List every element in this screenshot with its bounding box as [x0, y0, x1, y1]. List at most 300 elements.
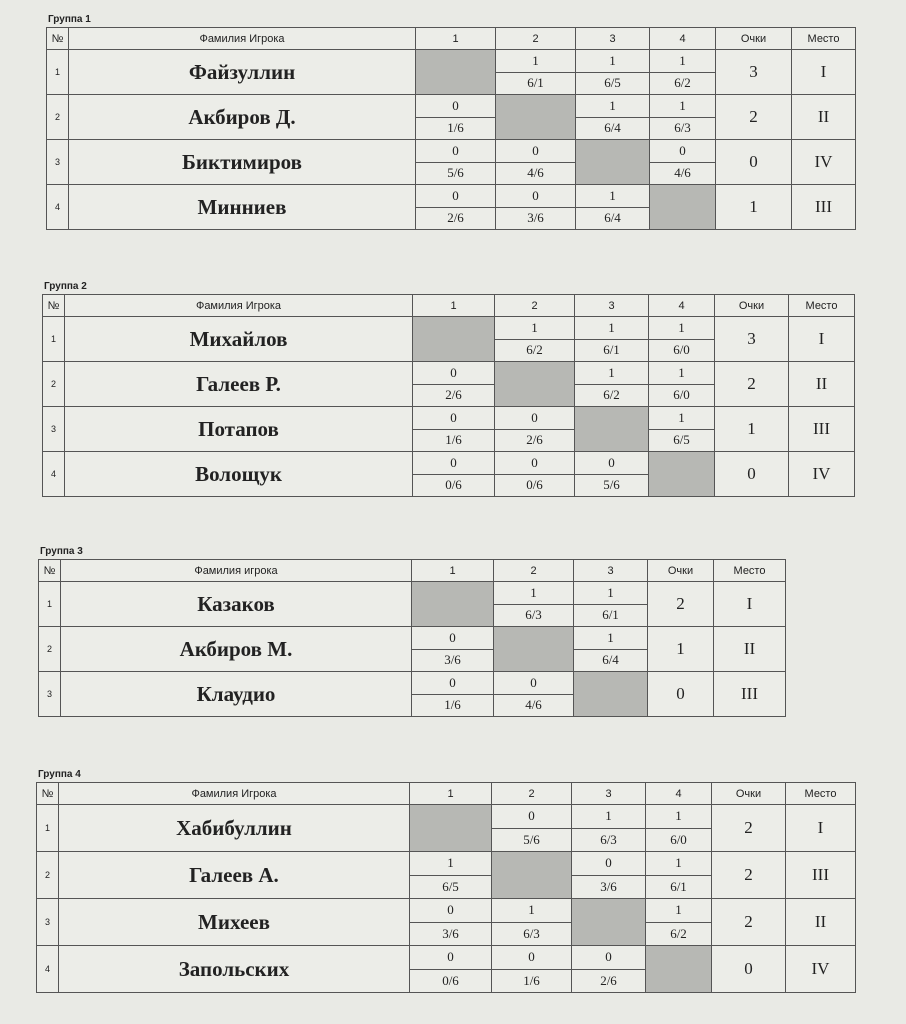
match-result [495, 407, 574, 451]
match-win-flag: 1 [646, 805, 711, 829]
match-result [416, 185, 495, 229]
player-points: 1 [715, 407, 789, 452]
match-result-cell [413, 362, 495, 407]
match-win-flag: 0 [412, 672, 493, 695]
match-result-cell [572, 946, 646, 993]
match-win-flag: 0 [416, 140, 495, 163]
match-result [575, 362, 648, 406]
match-result [649, 407, 714, 451]
match-score: 6/3 [525, 607, 542, 623]
match-result [492, 899, 571, 945]
table-row [37, 946, 856, 993]
group-title: Группа 2 [44, 281, 87, 292]
match-score: 6/1 [602, 607, 619, 623]
match-result [646, 805, 711, 851]
table-row [43, 452, 855, 497]
match-result [575, 452, 648, 496]
match-result-cell [495, 452, 575, 497]
self-match-cell [646, 946, 712, 993]
header-row [43, 295, 855, 317]
match-score: 1/6 [444, 697, 461, 713]
match-result [413, 362, 494, 406]
header-opponent-4: 4 [649, 295, 715, 317]
match-result-cell [416, 95, 496, 140]
header-opponent-3: 3 [574, 560, 648, 582]
match-result [494, 582, 573, 626]
player-points: 2 [716, 95, 792, 140]
header-opponent-1: 1 [410, 783, 492, 805]
match-score: 6/5 [673, 432, 690, 448]
match-result-cell [494, 582, 574, 627]
match-score: 6/2 [526, 342, 543, 358]
player-points: 1 [648, 627, 714, 672]
self-match-cell [572, 899, 646, 946]
match-score: 3/6 [444, 652, 461, 668]
header-num: № [37, 783, 59, 805]
match-win-flag: 0 [413, 407, 494, 430]
self-match-cell [576, 140, 650, 185]
match-result-cell [650, 95, 716, 140]
player-name: Галеев А. [59, 852, 410, 899]
score-table [42, 294, 855, 497]
group-1 [46, 14, 856, 230]
match-result-cell [576, 185, 650, 230]
match-result [572, 805, 645, 851]
match-win-flag: 0 [492, 946, 571, 970]
match-result [575, 317, 648, 361]
match-result-cell [416, 185, 496, 230]
match-result-cell [492, 805, 572, 852]
match-score: 3/6 [527, 210, 544, 226]
self-match-cell [650, 185, 716, 230]
match-result [413, 407, 494, 451]
match-win-flag: 0 [413, 452, 494, 475]
self-match-cell [496, 95, 576, 140]
match-win-flag: 1 [495, 317, 574, 340]
self-match-cell [575, 407, 649, 452]
match-result [574, 627, 647, 671]
header-num: № [43, 295, 65, 317]
match-result-cell [574, 582, 648, 627]
match-result [576, 185, 649, 229]
match-score: 6/4 [604, 210, 621, 226]
match-win-flag: 1 [574, 582, 647, 605]
player-number: 3 [37, 899, 59, 946]
table-row [37, 805, 856, 852]
match-score: 6/1 [527, 75, 544, 91]
player-points: 0 [648, 672, 714, 717]
match-win-flag: 1 [649, 362, 714, 385]
match-win-flag: 0 [413, 362, 494, 385]
match-score: 6/2 [670, 925, 687, 941]
header-row [37, 783, 856, 805]
match-win-flag: 0 [416, 95, 495, 118]
self-match-cell [410, 805, 492, 852]
header-opponent-3: 3 [576, 28, 650, 50]
match-score: 5/6 [523, 831, 540, 847]
match-win-flag: 1 [649, 407, 714, 430]
match-result [646, 852, 711, 898]
header-row [39, 560, 786, 582]
header-player-name: Фамилия Игрока [69, 28, 416, 50]
header-opponent-4: 4 [650, 28, 716, 50]
table-row [47, 140, 856, 185]
match-win-flag: 1 [576, 185, 649, 208]
match-result [574, 582, 647, 626]
match-result-cell [492, 899, 572, 946]
match-win-flag: 1 [646, 852, 711, 876]
match-result-cell [410, 852, 492, 899]
match-win-flag: 0 [495, 452, 574, 475]
header-opponent-2: 2 [492, 783, 572, 805]
match-result-cell [413, 452, 495, 497]
player-number: 1 [37, 805, 59, 852]
match-result-cell [412, 627, 494, 672]
player-place: II [786, 899, 856, 946]
match-result-cell [410, 899, 492, 946]
match-score: 6/0 [673, 342, 690, 358]
player-name: Запольских [59, 946, 410, 993]
player-points: 1 [716, 185, 792, 230]
player-number: 1 [39, 582, 61, 627]
table-row [47, 50, 856, 95]
group-title: Группа 3 [40, 546, 83, 557]
header-opponent-2: 2 [494, 560, 574, 582]
table-row [43, 362, 855, 407]
match-result [492, 946, 571, 992]
header-opponent-4: 4 [646, 783, 712, 805]
header-points: Очки [712, 783, 786, 805]
self-match-cell [494, 627, 574, 672]
header-num: № [47, 28, 69, 50]
match-win-flag: 0 [572, 946, 645, 970]
match-result-cell [496, 140, 576, 185]
match-result [412, 627, 493, 671]
match-result-cell [492, 946, 572, 993]
self-match-cell [574, 672, 648, 717]
match-result-cell [576, 50, 650, 95]
match-score: 6/1 [603, 342, 620, 358]
player-name: Михайлов [65, 317, 413, 362]
match-score: 2/6 [600, 972, 617, 988]
group-title: Группа 1 [48, 14, 91, 25]
match-win-flag: 0 [575, 452, 648, 475]
player-place: I [789, 317, 855, 362]
match-score: 1/6 [523, 972, 540, 988]
player-place: I [786, 805, 856, 852]
match-result [495, 317, 574, 361]
player-points: 2 [712, 852, 786, 899]
match-result-cell [416, 140, 496, 185]
self-match-cell [495, 362, 575, 407]
player-place: IV [789, 452, 855, 497]
match-score: 6/3 [600, 831, 617, 847]
table-row [37, 899, 856, 946]
match-result [416, 140, 495, 184]
header-points: Очки [715, 295, 789, 317]
match-result-cell [495, 317, 575, 362]
match-result [496, 140, 575, 184]
player-number: 3 [43, 407, 65, 452]
match-score: 4/6 [525, 697, 542, 713]
match-score: 5/6 [603, 477, 620, 493]
player-name: Михеев [59, 899, 410, 946]
match-win-flag: 0 [495, 407, 574, 430]
player-name: Акбиров Д. [69, 95, 416, 140]
match-win-flag: 1 [650, 95, 715, 118]
header-points: Очки [716, 28, 792, 50]
match-result-cell [646, 852, 712, 899]
match-result-cell [650, 50, 716, 95]
match-result [495, 452, 574, 496]
match-score: 0/6 [442, 972, 459, 988]
header-opponent-3: 3 [572, 783, 646, 805]
match-win-flag: 0 [416, 185, 495, 208]
player-number: 4 [47, 185, 69, 230]
player-number: 2 [43, 362, 65, 407]
match-result [650, 140, 715, 184]
player-name: Казаков [61, 582, 412, 627]
player-points: 2 [712, 899, 786, 946]
header-opponent-2: 2 [495, 295, 575, 317]
header-place: Место [792, 28, 856, 50]
self-match-cell [416, 50, 496, 95]
match-result [576, 95, 649, 139]
match-win-flag: 1 [646, 899, 711, 923]
table-row [39, 627, 786, 672]
header-opponent-1: 1 [413, 295, 495, 317]
header-player-name: Фамилия Игрока [59, 783, 410, 805]
player-place: III [789, 407, 855, 452]
match-result-cell [574, 627, 648, 672]
match-score: 2/6 [447, 210, 464, 226]
group-4 [36, 769, 856, 993]
player-name: Галеев Р. [65, 362, 413, 407]
player-points: 0 [712, 946, 786, 993]
match-result [649, 362, 714, 406]
header-place: Место [786, 783, 856, 805]
player-points: 2 [712, 805, 786, 852]
player-place: I [792, 50, 856, 95]
header-row [47, 28, 856, 50]
match-win-flag: 0 [650, 140, 715, 163]
player-number: 1 [43, 317, 65, 362]
player-points: 0 [715, 452, 789, 497]
match-score: 2/6 [526, 432, 543, 448]
header-num: № [39, 560, 61, 582]
match-score: 6/3 [674, 120, 691, 136]
player-place: III [714, 672, 786, 717]
match-score: 6/0 [673, 387, 690, 403]
match-result [650, 50, 715, 94]
player-points: 3 [715, 317, 789, 362]
match-score: 6/4 [602, 652, 619, 668]
table-row [43, 407, 855, 452]
player-number: 2 [39, 627, 61, 672]
table-row [37, 852, 856, 899]
header-opponent-3: 3 [575, 295, 649, 317]
match-win-flag: 1 [496, 50, 575, 73]
header-opponent-1: 1 [412, 560, 494, 582]
self-match-cell [492, 852, 572, 899]
match-result [410, 852, 491, 898]
match-win-flag: 1 [649, 317, 714, 340]
player-name: Потапов [65, 407, 413, 452]
match-result-cell [494, 672, 574, 717]
match-win-flag: 1 [650, 50, 715, 73]
player-points: 0 [716, 140, 792, 185]
self-match-cell [649, 452, 715, 497]
self-match-cell [413, 317, 495, 362]
player-name: Волощук [65, 452, 413, 497]
match-win-flag: 0 [410, 899, 491, 923]
match-result [572, 852, 645, 898]
header-player-name: Фамилия игрока [61, 560, 412, 582]
header-player-name: Фамилия Игрока [65, 295, 413, 317]
table-row [39, 672, 786, 717]
score-table [38, 559, 786, 717]
self-match-cell [412, 582, 494, 627]
match-score: 4/6 [527, 165, 544, 181]
match-result-cell [649, 362, 715, 407]
player-number: 4 [43, 452, 65, 497]
header-opponent-2: 2 [496, 28, 576, 50]
match-result-cell [575, 452, 649, 497]
player-name: Биктимиров [69, 140, 416, 185]
match-score: 6/1 [670, 878, 687, 894]
player-place: II [792, 95, 856, 140]
player-number: 3 [47, 140, 69, 185]
player-place: IV [786, 946, 856, 993]
match-result [412, 672, 493, 716]
match-result-cell [412, 672, 494, 717]
match-score: 4/6 [674, 165, 691, 181]
match-win-flag: 1 [410, 852, 491, 876]
player-place: I [714, 582, 786, 627]
header-place: Место [789, 295, 855, 317]
match-score: 6/0 [670, 831, 687, 847]
match-result [413, 452, 494, 496]
match-score: 6/5 [442, 878, 459, 894]
match-win-flag: 1 [575, 317, 648, 340]
player-place: III [786, 852, 856, 899]
player-points: 2 [648, 582, 714, 627]
group-title: Группа 4 [38, 769, 81, 780]
match-result-cell [649, 407, 715, 452]
match-score: 6/5 [604, 75, 621, 91]
group-3 [38, 546, 786, 717]
player-number: 2 [47, 95, 69, 140]
match-result-cell [575, 362, 649, 407]
player-place: IV [792, 140, 856, 185]
player-points: 3 [716, 50, 792, 95]
player-name: Файзуллин [69, 50, 416, 95]
player-name: Клаудио [61, 672, 412, 717]
match-result [649, 317, 714, 361]
match-score: 1/6 [445, 432, 462, 448]
match-score: 6/3 [523, 925, 540, 941]
match-win-flag: 1 [492, 899, 571, 923]
player-place: II [714, 627, 786, 672]
match-win-flag: 0 [494, 672, 573, 695]
match-result-cell [646, 899, 712, 946]
table-row [47, 185, 856, 230]
match-score: 0/6 [445, 477, 462, 493]
group-2 [42, 281, 855, 497]
match-score: 3/6 [442, 925, 459, 941]
match-result-cell [649, 317, 715, 362]
match-result [410, 899, 491, 945]
match-score: 3/6 [600, 878, 617, 894]
match-result-cell [646, 805, 712, 852]
player-name: Минниев [69, 185, 416, 230]
match-score: 2/6 [445, 387, 462, 403]
match-score: 6/4 [604, 120, 621, 136]
match-result [572, 946, 645, 992]
match-win-flag: 1 [576, 50, 649, 73]
match-win-flag: 0 [412, 627, 493, 650]
header-place: Место [714, 560, 786, 582]
player-place: II [789, 362, 855, 407]
match-result-cell [496, 185, 576, 230]
match-win-flag: 0 [496, 185, 575, 208]
header-points: Очки [648, 560, 714, 582]
score-table [46, 27, 856, 230]
match-result-cell [572, 805, 646, 852]
match-result-cell [575, 317, 649, 362]
match-result [496, 185, 575, 229]
match-result [650, 95, 715, 139]
match-result-cell [413, 407, 495, 452]
table-row [43, 317, 855, 362]
match-result-cell [495, 407, 575, 452]
match-win-flag: 1 [572, 805, 645, 829]
match-result-cell [572, 852, 646, 899]
match-result [492, 805, 571, 851]
player-name: Акбиров М. [61, 627, 412, 672]
match-score: 6/2 [603, 387, 620, 403]
match-result-cell [410, 946, 492, 993]
match-win-flag: 0 [572, 852, 645, 876]
table-row [47, 95, 856, 140]
match-result-cell [650, 140, 716, 185]
match-result [410, 946, 491, 992]
match-win-flag: 1 [575, 362, 648, 385]
match-result [416, 95, 495, 139]
player-number: 3 [39, 672, 61, 717]
match-result-cell [576, 95, 650, 140]
match-win-flag: 0 [492, 805, 571, 829]
match-score: 6/2 [674, 75, 691, 91]
player-place: III [792, 185, 856, 230]
match-result [494, 672, 573, 716]
match-win-flag: 0 [410, 946, 491, 970]
match-win-flag: 1 [574, 627, 647, 650]
player-points: 2 [715, 362, 789, 407]
player-number: 4 [37, 946, 59, 993]
player-number: 1 [47, 50, 69, 95]
match-win-flag: 1 [576, 95, 649, 118]
player-name: Хабибуллин [59, 805, 410, 852]
table-row [39, 582, 786, 627]
match-result-cell [496, 50, 576, 95]
match-score: 5/6 [447, 165, 464, 181]
match-score: 1/6 [447, 120, 464, 136]
score-table [36, 782, 856, 993]
match-result [576, 50, 649, 94]
header-opponent-1: 1 [416, 28, 496, 50]
match-score: 0/6 [526, 477, 543, 493]
